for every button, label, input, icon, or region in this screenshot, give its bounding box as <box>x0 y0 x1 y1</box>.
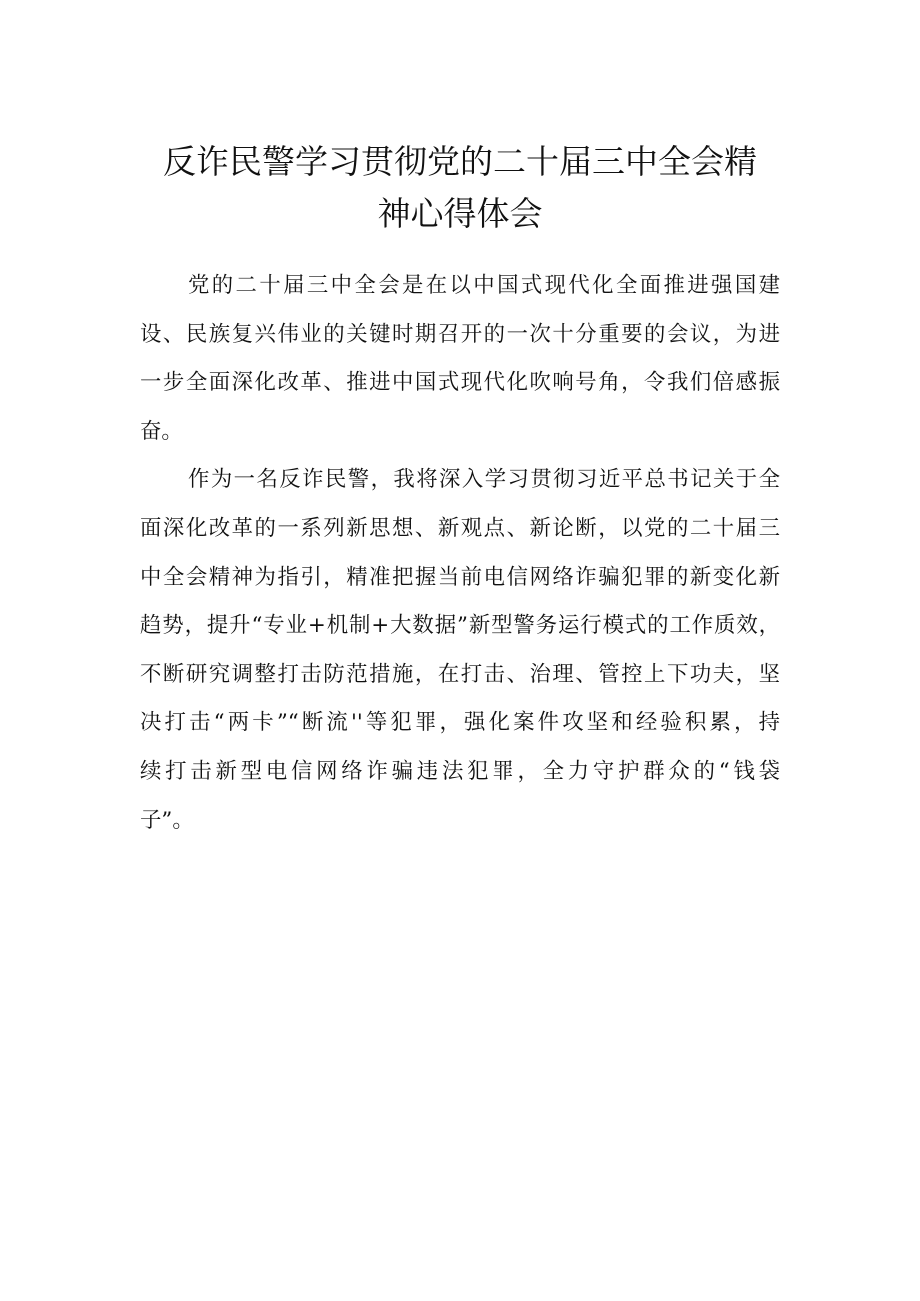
paragraph-line: 子”。 <box>140 807 194 833</box>
paragraph-line: 党的二十届三中全会是在以中国式现代化全面推进强国建 <box>188 273 780 298</box>
paragraph-line: 决打击“两卡”“断流''等犯罪，强化案件攻坚和经验积累，持 <box>140 710 780 736</box>
paragraph-line: 作为一名反诈民警，我将深入学习贯彻习近平总书记关于全 <box>188 467 780 493</box>
paragraph-line: 中全会精神为指引，精准把握当前电信网络诈骗犯罪的新变化新 <box>140 564 780 590</box>
title-line-1: 反诈民警学习贯彻党的二十届三中全会精 <box>163 142 757 181</box>
document-title <box>140 136 780 240</box>
paragraph-line: 一步全面深化改革、推进中国式现代化吹响号角，令我们倍感振 <box>140 370 780 396</box>
paragraph-line: 设、民族复兴伟业的关键时期召开的一次十分重要的会议，为进 <box>140 321 780 347</box>
title-line-2: 神心得体会 <box>377 194 543 233</box>
document-body <box>140 262 780 845</box>
paragraph-line: 趋势，提升“专业+机制+大数据”新型警务运行模式的工作质效， <box>140 613 780 639</box>
paragraph-1 <box>140 262 780 456</box>
paragraph-line: 续打击新型电信网络诈骗违法犯罪，全力守护群众的“钱袋 <box>140 758 780 784</box>
paragraph-line: 不断研究调整打击防范措施，在打击、治理、管控上下功夫，坚 <box>140 661 780 687</box>
paragraph-2 <box>140 456 780 845</box>
paragraph-line: 面深化改革的一系列新思想、新观点、新论断，以党的二十届三 <box>140 515 780 541</box>
paragraph-line: 奋。 <box>140 418 183 444</box>
